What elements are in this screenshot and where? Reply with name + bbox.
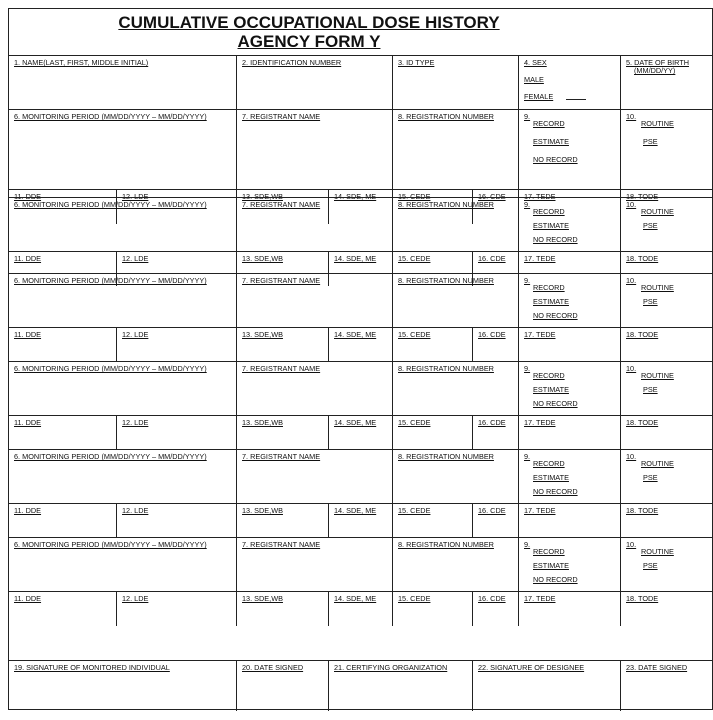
cde-field[interactable] (472, 416, 518, 450)
estimate-option[interactable]: ESTIMATE (533, 473, 569, 482)
record-status-field (518, 538, 620, 591)
dde-label: 11. DDE (14, 506, 42, 515)
title-line-2: AGENCY FORM Y (237, 32, 381, 51)
cde-field[interactable] (472, 328, 518, 362)
registrant-name-label: 7. REGISTRANT NAME (242, 112, 321, 121)
pse-option[interactable]: PSE (643, 473, 658, 482)
dde-label: 11. DDE (14, 418, 42, 427)
identification-number-label: 2. IDENTIFICATION NUMBER (242, 58, 342, 67)
registration-number-label: 8. REGISTRATION NUMBER (398, 364, 494, 373)
sde-wb-label: 13. SDE,WB (242, 506, 283, 515)
cde-field[interactable] (472, 504, 518, 538)
tede-label: 17. TEDE (524, 506, 556, 515)
record-option[interactable]: RECORD (533, 459, 565, 468)
field-9-label: 9. (524, 276, 531, 285)
identification-number-field[interactable] (236, 56, 392, 109)
date-of-birth-format: (MM/DD/YY) (634, 66, 676, 75)
no-record-option[interactable]: NO RECORD (533, 235, 578, 244)
monitoring-type-field (620, 274, 713, 327)
dose-values-row (9, 591, 713, 626)
tode-label: 18. TODE (626, 506, 659, 515)
monitoring-period-row (9, 197, 713, 251)
monitoring-period-field[interactable] (9, 538, 236, 591)
tede-label: 17. TEDE (524, 330, 556, 339)
field-9-label: 9. (524, 452, 531, 461)
cede-field[interactable] (392, 592, 472, 626)
estimate-option[interactable]: ESTIMATE (533, 297, 569, 306)
sex-label: 4. SEX (524, 58, 547, 67)
record-option[interactable]: RECORD (533, 371, 565, 380)
cde-label: 16. CDE (478, 192, 506, 201)
lde-label: 12. LDE (122, 254, 149, 263)
lde-label: 12. LDE (122, 506, 149, 515)
tode-label: 18. TODE (626, 192, 659, 201)
dose-values-row (9, 415, 713, 450)
dde-field[interactable] (9, 592, 116, 626)
lde-label: 12. LDE (122, 594, 149, 603)
registrant-name-field[interactable] (236, 362, 392, 415)
tede-label: 17. TEDE (524, 594, 556, 603)
signature-field[interactable] (9, 661, 236, 711)
tode-field[interactable] (620, 416, 713, 450)
routine-option[interactable]: ROUTINE (641, 547, 674, 556)
registrant-name-label: 7. REGISTRANT NAME (242, 452, 321, 461)
dose-values-row (9, 327, 713, 362)
cede-field[interactable] (392, 416, 472, 450)
field-10-label: 10. (626, 540, 637, 549)
pse-option[interactable]: PSE (643, 137, 658, 146)
registration-number-field[interactable] (392, 198, 518, 251)
lde-field[interactable] (116, 504, 236, 538)
sex-male-option[interactable]: MALE (524, 75, 544, 84)
no-record-option[interactable]: NO RECORD (533, 487, 578, 496)
tede-field[interactable] (518, 592, 620, 626)
record-option[interactable]: RECORD (533, 283, 565, 292)
field-10-label: 10. (626, 364, 637, 373)
tede-field[interactable] (518, 504, 620, 538)
monitoring-type-field (620, 362, 713, 415)
lde-label: 12. LDE (122, 418, 149, 427)
sex-female-option[interactable] (524, 92, 553, 101)
record-status-field (518, 274, 620, 327)
date-signed-field[interactable] (236, 661, 328, 711)
certifying-organization-field[interactable] (328, 661, 472, 711)
routine-option[interactable]: ROUTINE (641, 371, 674, 380)
tede-field[interactable] (518, 416, 620, 450)
record-option[interactable]: RECORD (533, 547, 565, 556)
dde-field[interactable] (9, 416, 116, 450)
sde-me-field[interactable] (328, 416, 392, 450)
registration-number-field[interactable] (392, 110, 518, 189)
certifying-organization-label: 21. CERTIFYING ORGANIZATION (334, 663, 448, 672)
tede-label: 17. TEDE (524, 418, 556, 427)
lde-label: 12. LDE (122, 192, 149, 201)
tede-field[interactable] (518, 328, 620, 362)
sde-wb-label: 13. SDE,WB (242, 594, 283, 603)
monitoring-period-label: 6. MONITORING PERIOD (MM/DD/YYYY – MM/DD/YYYY) (14, 540, 207, 549)
pse-option[interactable]: PSE (643, 221, 658, 230)
field-10-label: 10. (626, 452, 637, 461)
registrant-name-field[interactable] (236, 274, 392, 327)
monitoring-period-row (9, 537, 713, 591)
monitoring-period-field[interactable] (9, 362, 236, 415)
cede-label: 15. CEDE (398, 330, 431, 339)
no-record-option[interactable]: NO RECORD (533, 575, 578, 584)
estimate-option[interactable]: ESTIMATE (533, 137, 569, 146)
cde-label: 16. CDE (478, 506, 506, 515)
cde-label: 16. CDE (478, 330, 506, 339)
sde-me-field[interactable] (328, 328, 392, 362)
field-9-label: 9. (524, 112, 531, 121)
registrant-name-field[interactable] (236, 538, 392, 591)
tode-field[interactable] (620, 328, 713, 362)
designee-signature-label: 22. SIGNATURE OF DESIGNEE (478, 663, 585, 672)
pse-option[interactable]: PSE (643, 385, 658, 394)
field-9-label: 9. (524, 540, 531, 549)
cde-label: 16. CDE (478, 254, 506, 263)
registrant-name-field[interactable] (236, 198, 392, 251)
estimate-option[interactable]: ESTIMATE (533, 385, 569, 394)
registration-number-label: 8. REGISTRATION NUMBER (398, 112, 494, 121)
field-10-label: 10. (626, 276, 637, 285)
registration-number-label: 8. REGISTRATION NUMBER (398, 200, 494, 209)
cede-field[interactable] (392, 504, 472, 538)
estimate-option[interactable]: ESTIMATE (533, 561, 569, 570)
registration-number-field[interactable] (392, 362, 518, 415)
sde-wb-field[interactable] (236, 504, 328, 538)
pse-option[interactable]: PSE (643, 297, 658, 306)
identification-row (9, 55, 713, 109)
sde-wb-label: 13. SDE,WB (242, 192, 283, 201)
record-status-field (518, 198, 620, 251)
sde-me-field[interactable] (328, 592, 392, 626)
cede-label: 15. CEDE (398, 506, 431, 515)
monitoring-type-field (620, 110, 713, 189)
sde-wb-label: 13. SDE,WB (242, 254, 283, 263)
routine-option[interactable]: ROUTINE (641, 119, 674, 128)
sde-me-field[interactable] (328, 504, 392, 538)
signature-label: 19. SIGNATURE OF MONITORED INDIVIDUAL (14, 663, 170, 672)
estimate-option[interactable]: ESTIMATE (533, 221, 569, 230)
field-9-label: 9. (524, 364, 531, 373)
registrant-name-label: 7. REGISTRANT NAME (242, 276, 321, 285)
registrant-name-field[interactable] (236, 110, 392, 189)
tode-label: 18. TODE (626, 254, 659, 263)
monitoring-period-label: 6. MONITORING PERIOD (MM/DD/YYYY – MM/DD/YYYY) (14, 200, 207, 209)
sde-me-label: 14. SDE, ME (334, 254, 377, 263)
tode-label: 18. TODE (626, 330, 659, 339)
registrant-name-label: 7. REGISTRANT NAME (242, 364, 321, 373)
monitoring-period-label: 6. MONITORING PERIOD (MM/DD/YYYY – MM/DD/YYYY) (14, 276, 207, 285)
record-status-field (518, 110, 620, 189)
registrant-name-label: 7. REGISTRANT NAME (242, 200, 321, 209)
tode-field[interactable] (620, 592, 713, 626)
lde-field[interactable] (116, 416, 236, 450)
monitoring-period-field[interactable] (9, 450, 236, 503)
no-record-option[interactable]: NO RECORD (533, 311, 578, 320)
sde-me-label: 14. SDE, ME (334, 506, 377, 515)
routine-option[interactable]: ROUTINE (641, 283, 674, 292)
sde-wb-label: 13. SDE,WB (242, 418, 283, 427)
lde-field[interactable] (116, 328, 236, 362)
tede-label: 17. TEDE (524, 192, 556, 201)
name-label: 1. NAME(LAST, FIRST, MIDDLE INITIAL) (14, 58, 149, 67)
sde-wb-field[interactable] (236, 592, 328, 626)
monitoring-period-row (9, 109, 713, 189)
date-signed-2-label: 23. DATE SIGNED (626, 663, 688, 672)
female-blank-line (566, 99, 586, 100)
sde-me-label: 14. SDE, ME (334, 594, 377, 603)
dose-values-row (9, 503, 713, 538)
monitoring-period-field[interactable] (9, 274, 236, 327)
record-option[interactable]: RECORD (533, 207, 565, 216)
cede-label: 15. CEDE (398, 594, 431, 603)
dose-history-form (8, 8, 713, 710)
dde-label: 11. DDE (14, 254, 42, 263)
cede-label: 15. CEDE (398, 254, 431, 263)
cde-label: 16. CDE (478, 418, 506, 427)
registration-number-label: 8. REGISTRATION NUMBER (398, 540, 494, 549)
tede-label: 17. TEDE (524, 254, 556, 263)
monitoring-type-field (620, 198, 713, 251)
dde-label: 11. DDE (14, 594, 42, 603)
sex-field (518, 56, 620, 109)
monitoring-period-label: 6. MONITORING PERIOD (MM/DD/YYYY – MM/DD/YYYY) (14, 112, 207, 121)
name-field[interactable] (9, 56, 236, 109)
sde-me-label: 14. SDE, ME (334, 330, 377, 339)
sde-wb-field[interactable] (236, 416, 328, 450)
monitoring-type-field (620, 538, 713, 591)
registration-number-field[interactable] (392, 538, 518, 591)
lde-field[interactable] (116, 592, 236, 626)
date-signed-2-field[interactable] (620, 661, 713, 711)
monitoring-period-label: 6. MONITORING PERIOD (MM/DD/YYYY – MM/DD/YYYY) (14, 452, 207, 461)
date-of-birth-field[interactable] (620, 56, 713, 109)
date-signed-label: 20. DATE SIGNED (242, 663, 304, 672)
dde-field[interactable] (9, 504, 116, 538)
cede-label: 15. CEDE (398, 192, 431, 201)
tode-field[interactable] (620, 504, 713, 538)
field-10-label: 10. (626, 200, 637, 209)
registration-number-label: 8. REGISTRATION NUMBER (398, 276, 494, 285)
registration-number-field[interactable] (392, 450, 518, 503)
cde-label: 16. CDE (478, 594, 506, 603)
registration-number-field[interactable] (392, 274, 518, 327)
id-type-label: 3. ID TYPE (398, 58, 435, 67)
cde-field[interactable] (472, 592, 518, 626)
no-record-option[interactable]: NO RECORD (533, 399, 578, 408)
tode-label: 18. TODE (626, 418, 659, 427)
designee-signature-field[interactable] (472, 661, 620, 711)
cede-label: 15. CEDE (398, 418, 431, 427)
date-of-birth-label: 5. DATE OF BIRTH (626, 58, 689, 67)
no-record-option[interactable]: NO RECORD (533, 155, 578, 164)
monitoring-period-row (9, 449, 713, 503)
sde-me-label: 14. SDE, ME (334, 192, 377, 201)
record-status-field (518, 450, 620, 503)
monitoring-type-field (620, 450, 713, 503)
record-option[interactable]: RECORD (533, 119, 565, 128)
field-9-label: 9. (524, 200, 531, 209)
routine-option[interactable]: ROUTINE (641, 459, 674, 468)
sex-female-label: FEMALE (524, 92, 554, 101)
registrant-name-label: 7. REGISTRANT NAME (242, 540, 321, 549)
dde-field[interactable] (9, 328, 116, 362)
registration-number-label: 8. REGISTRATION NUMBER (398, 452, 494, 461)
sde-wb-label: 13. SDE,WB (242, 330, 283, 339)
monitoring-period-label: 6. MONITORING PERIOD (MM/DD/YYYY – MM/DD/YYYY) (14, 364, 207, 373)
field-10-label: 10. (626, 112, 637, 121)
cede-field[interactable] (392, 328, 472, 362)
monitoring-period-row (9, 273, 713, 327)
lde-label: 12. LDE (122, 330, 149, 339)
tode-label: 18. TODE (626, 594, 659, 603)
monitoring-period-field[interactable] (9, 198, 236, 251)
signature-row (9, 660, 713, 711)
pse-option[interactable]: PSE (643, 561, 658, 570)
dde-label: 11. DDE (14, 192, 42, 201)
title-line-1: CUMULATIVE OCCUPATIONAL DOSE HISTORY (118, 13, 500, 32)
sde-me-label: 14. SDE, ME (334, 418, 377, 427)
dde-label: 11. DDE (14, 330, 42, 339)
monitoring-period-row (9, 361, 713, 415)
record-status-field (518, 362, 620, 415)
routine-option[interactable]: ROUTINE (641, 207, 674, 216)
sde-wb-field[interactable] (236, 328, 328, 362)
monitoring-period-field[interactable] (9, 110, 236, 189)
id-type-field[interactable] (392, 56, 518, 109)
registrant-name-field[interactable] (236, 450, 392, 503)
form-title (9, 13, 609, 51)
